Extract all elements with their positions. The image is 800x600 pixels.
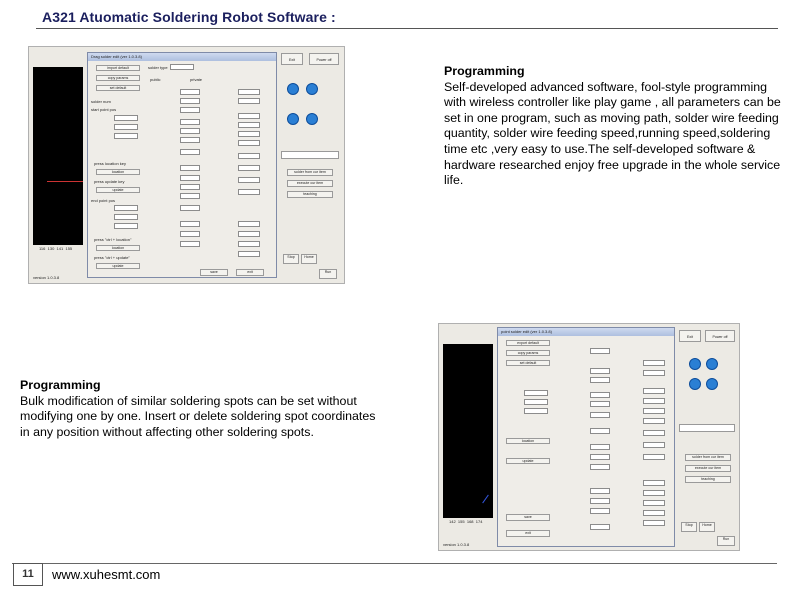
dialog-title: point solder edit (ver 1.0.3.8): [501, 329, 552, 334]
home-button[interactable]: Home: [699, 522, 715, 532]
param-field-21[interactable]: [643, 430, 665, 436]
param-field-16[interactable]: [238, 89, 260, 95]
version-label: version 1.0.3.8: [443, 542, 470, 547]
param-field-13[interactable]: [180, 221, 200, 227]
power-off-button[interactable]: Power off: [309, 53, 339, 65]
plot-axis-labels: 116 130 141 155: [39, 246, 73, 251]
execute-cur-button[interactable]: execute cur item: [287, 180, 333, 187]
param-field-16[interactable]: [643, 370, 665, 376]
param-field-1[interactable]: [590, 348, 610, 354]
jog-left-icon[interactable]: [287, 83, 299, 95]
param-field-8[interactable]: [180, 165, 200, 171]
ctrl-location-button[interactable]: location: [96, 245, 140, 251]
param-field-9[interactable]: [590, 454, 610, 460]
param-field-20[interactable]: [238, 131, 260, 137]
param-field-4[interactable]: [180, 119, 200, 125]
param-field-15[interactable]: [643, 360, 665, 366]
press-location-label: press location key: [94, 161, 127, 166]
public-radio[interactable]: public: [150, 77, 161, 82]
param-field-19[interactable]: [238, 122, 260, 128]
param-field-13[interactable]: [590, 508, 610, 514]
save-button[interactable]: save: [200, 269, 228, 276]
param-field-8[interactable]: [590, 444, 610, 450]
jog-up-icon[interactable]: [706, 378, 718, 390]
trajectory-plot: [33, 67, 83, 245]
location-button[interactable]: location: [96, 169, 140, 175]
param-field-24[interactable]: [643, 480, 665, 486]
software-screenshot-drag-solder: [28, 46, 345, 284]
param-field-14[interactable]: [590, 524, 610, 530]
param-field-3[interactable]: [180, 107, 200, 113]
update-button[interactable]: update: [506, 458, 550, 464]
param-field-26[interactable]: [238, 221, 260, 227]
jog-down-icon[interactable]: [689, 378, 701, 390]
ctrl-update-button[interactable]: update: [96, 263, 140, 269]
solder-type-label: solder type: [148, 65, 168, 70]
exit-main-button[interactable]: Exit: [281, 53, 303, 65]
run-button[interactable]: Run: [717, 536, 735, 546]
jog-right-icon[interactable]: [306, 83, 318, 95]
path-line: [47, 181, 83, 182]
param-field-6[interactable]: [180, 137, 200, 143]
solder-from-cur-button[interactable]: solder from cur item: [685, 454, 731, 461]
param-field-18[interactable]: [238, 113, 260, 119]
param-field-11[interactable]: [590, 488, 610, 494]
param-field-7[interactable]: [180, 149, 200, 155]
end-x-field[interactable]: [114, 205, 138, 211]
start-point-label: start point pos: [91, 107, 117, 112]
param-field-2[interactable]: [590, 368, 610, 374]
end-y-field[interactable]: [114, 214, 138, 220]
export-default-button[interactable]: export default: [506, 340, 550, 346]
param-field-4[interactable]: [590, 392, 610, 398]
stop-button[interactable]: Stop: [283, 254, 299, 264]
programming-section-1: [444, 64, 789, 189]
recent-file-select[interactable]: [281, 151, 339, 159]
param-field-10[interactable]: [590, 464, 610, 470]
param-field-22[interactable]: [643, 442, 665, 448]
param-field-22[interactable]: [238, 153, 260, 159]
trajectory-plot: [443, 344, 493, 518]
start-y-field[interactable]: [114, 124, 138, 130]
param-field-17[interactable]: [643, 388, 665, 394]
param-field-1[interactable]: [180, 89, 200, 95]
param-field-10[interactable]: [180, 184, 200, 190]
jog-up-icon[interactable]: [306, 113, 318, 125]
end-point-label: end point pos: [91, 198, 116, 203]
update-button[interactable]: update: [96, 187, 140, 193]
param-field-28[interactable]: [238, 241, 260, 247]
path-line: [482, 495, 489, 504]
param-field-27[interactable]: [238, 231, 260, 237]
section-heading: Programming: [20, 378, 101, 392]
recent-file-select[interactable]: [679, 424, 735, 432]
param-field-6[interactable]: [590, 412, 610, 418]
location-button[interactable]: location: [506, 438, 550, 444]
param-field-12[interactable]: [180, 205, 200, 211]
solder-type-field[interactable]: [170, 64, 194, 70]
param-field-15[interactable]: [180, 241, 200, 247]
param-field-12[interactable]: [590, 498, 610, 504]
solder-num-label: solder num: [91, 99, 111, 104]
drag-solder-dialog: [87, 52, 277, 278]
exit-main-button[interactable]: Exit: [679, 330, 701, 342]
exit-button[interactable]: exit: [236, 269, 264, 276]
point-x-field[interactable]: [524, 390, 548, 396]
page-number: 11: [13, 563, 43, 586]
save-button[interactable]: save: [506, 514, 550, 521]
version-label: version 1.0.3.8: [33, 275, 60, 280]
set-default-button[interactable]: set default: [506, 360, 550, 366]
teaching-button[interactable]: teaching: [287, 191, 333, 198]
param-field-5[interactable]: [590, 401, 610, 407]
param-field-27[interactable]: [643, 510, 665, 516]
jog-down-icon[interactable]: [287, 113, 299, 125]
solder-from-cur-button[interactable]: solder from cur item: [287, 169, 333, 176]
section-body: Self-developed advanced software, fool-style programming with wireless controller like play game , all parameters can be set in one program, such as moving path, solder wire feeding quantity, solder wire feeding speed,running speed,soldering time etc ,very easy to use.The self-developed software & hardware researched enjoy free upgrade in the whole service life.: [444, 79, 781, 188]
footer-url: www.xuhesmt.com: [52, 567, 161, 582]
param-field-26[interactable]: [643, 500, 665, 506]
exit-button[interactable]: exit: [506, 530, 550, 537]
param-field-20[interactable]: [643, 418, 665, 424]
home-button[interactable]: Home: [301, 254, 317, 264]
point-y-field[interactable]: [524, 399, 548, 405]
param-field-9[interactable]: [180, 175, 200, 181]
param-field-19[interactable]: [643, 408, 665, 414]
param-field-25[interactable]: [238, 189, 260, 195]
param-field-11[interactable]: [180, 193, 200, 199]
param-field-14[interactable]: [180, 231, 200, 237]
param-field-21[interactable]: [238, 140, 260, 146]
plot-axis-labels: 142 155 168 174: [449, 519, 483, 524]
copy-params-button[interactable]: copy params: [96, 75, 140, 81]
import-default-button[interactable]: import default: [96, 65, 140, 71]
software-screenshot-point-solder: [438, 323, 740, 551]
set-default-button[interactable]: set default: [96, 85, 140, 91]
start-x-field[interactable]: [114, 115, 138, 121]
param-field-18[interactable]: [643, 398, 665, 404]
param-field-7[interactable]: [590, 428, 610, 434]
param-field-25[interactable]: [643, 490, 665, 496]
footer-divider: [12, 563, 777, 564]
run-button[interactable]: Run: [319, 269, 337, 279]
param-field-2[interactable]: [180, 98, 200, 104]
programming-section-2: [20, 378, 380, 440]
param-field-5[interactable]: [180, 128, 200, 134]
end-z-field[interactable]: [114, 223, 138, 229]
power-off-button[interactable]: Power off: [705, 330, 735, 342]
start-z-field[interactable]: [114, 133, 138, 139]
copy-params-button[interactable]: copy params: [506, 350, 550, 356]
dialog-title: Drag solder edit (ver 1.0.3.8): [91, 54, 142, 59]
stop-button[interactable]: Stop: [681, 522, 697, 532]
teaching-button[interactable]: teaching: [685, 476, 731, 483]
param-field-24[interactable]: [238, 177, 260, 183]
execute-cur-button[interactable]: execute cur item: [685, 465, 731, 472]
jog-right-icon[interactable]: [706, 358, 718, 370]
section-body: Bulk modification of similar soldering spots can be set without modifying one by one. Insert or delete soldering spot coordinates in any position without affecting other soldering spots.: [20, 393, 376, 439]
jog-left-icon[interactable]: [689, 358, 701, 370]
section-heading: Programming: [444, 64, 525, 78]
press-update-label: press update key: [94, 179, 125, 184]
param-field-3[interactable]: [590, 377, 610, 383]
param-field-23[interactable]: [238, 165, 260, 171]
ctrl-update-label: press "ctrl + update": [94, 255, 130, 260]
param-field-29[interactable]: [238, 251, 260, 257]
page-title: A321 Atuomatic Soldering Robot Software :: [42, 9, 336, 25]
param-field-17[interactable]: [238, 98, 260, 104]
title-divider: [36, 28, 778, 29]
param-field-23[interactable]: [643, 454, 665, 460]
private-radio[interactable]: private: [190, 77, 203, 82]
point-solder-dialog: [497, 327, 675, 547]
ctrl-location-label: press "ctrl + location": [94, 237, 132, 242]
point-z-field[interactable]: [524, 408, 548, 414]
param-field-28[interactable]: [643, 520, 665, 526]
